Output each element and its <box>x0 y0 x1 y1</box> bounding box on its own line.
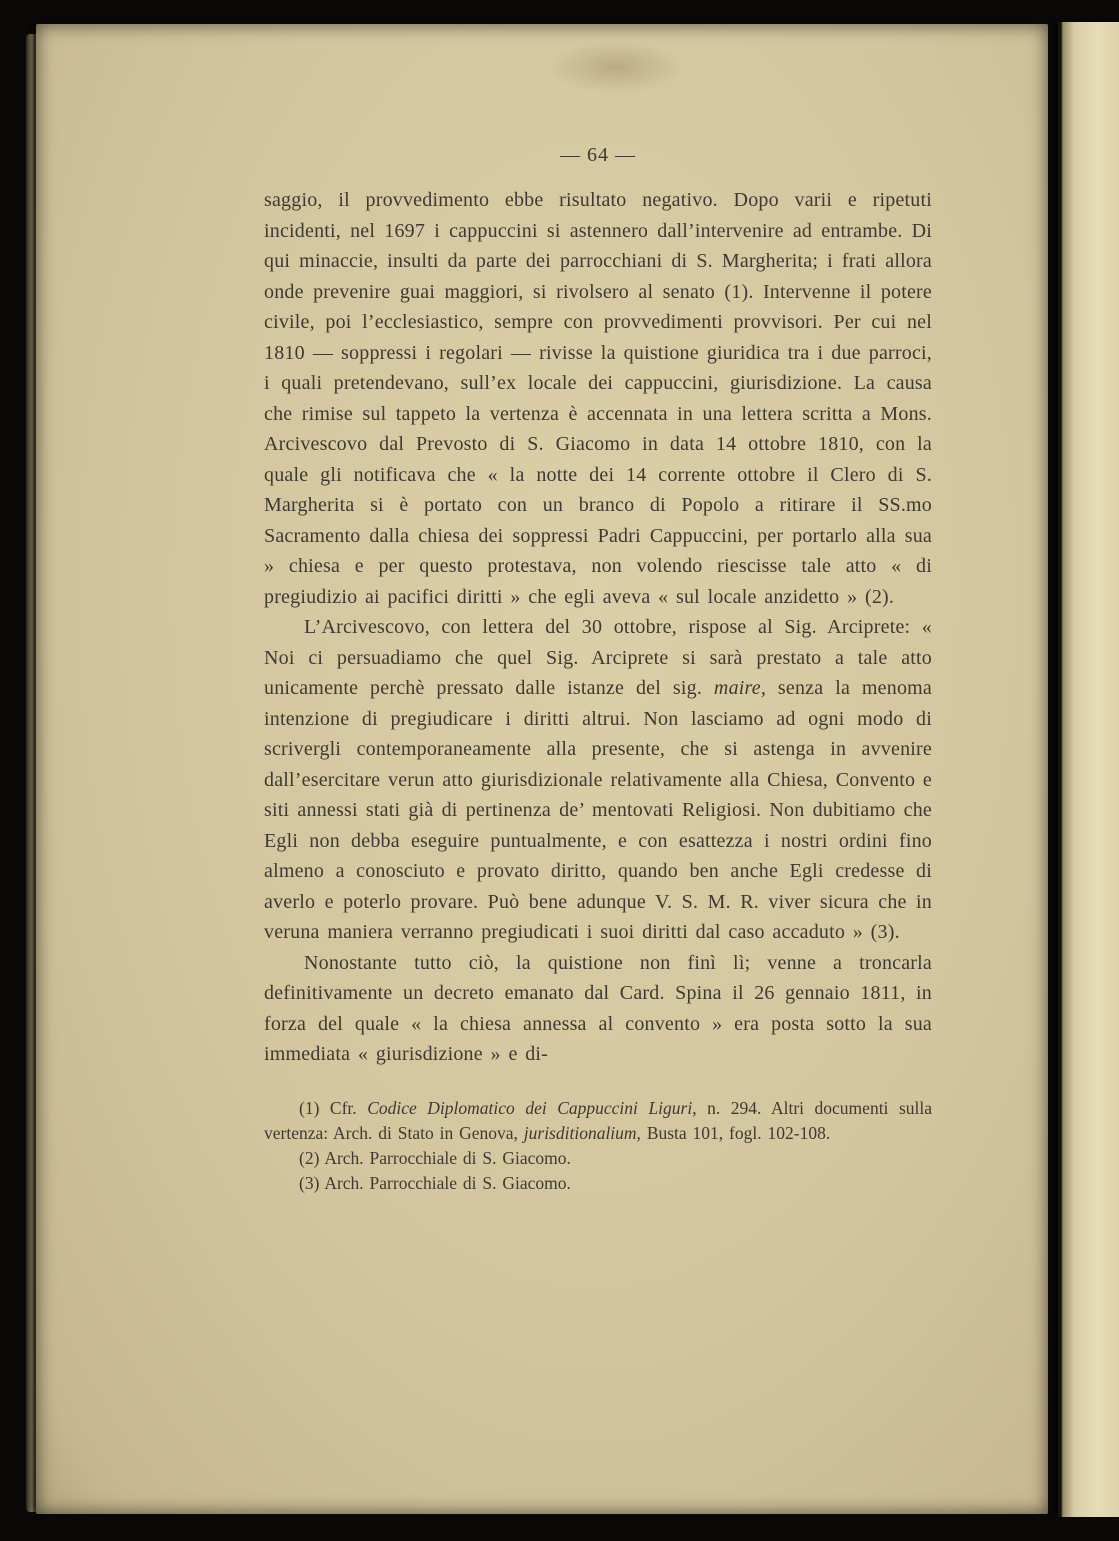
body-paragraph-1 <box>264 185 932 612</box>
body-paragraph-2 <box>264 612 932 948</box>
footnote-text: (1) Cfr. <box>299 1097 368 1118</box>
book-page <box>36 24 1048 1514</box>
italic-term: jurisditionalium, <box>523 1122 641 1143</box>
body-paragraph-3 <box>264 948 932 1070</box>
footnote-text: , n. 294. Altri documenti sulla vertenza: Arch. di Stato in Genova, <box>264 1097 932 1143</box>
footnote-3: (3) Arch. Parrocchiale di S. Giacomo. <box>299 1172 571 1193</box>
italic-title: Codice Diplomatico dei Cappuccini Liguri <box>367 1097 693 1118</box>
footnote-2: (2) Arch. Parrocchiale di S. Giacomo. <box>299 1147 571 1168</box>
next-page-edge <box>1058 22 1119 1517</box>
footnote-text: Busta 101, fogl. 102-108. <box>640 1122 831 1143</box>
page-content <box>264 144 932 1196</box>
paper-stain <box>526 32 706 102</box>
paragraph-text: , senza la menoma intenzione di pregiudicare i diritti altrui. Non lasciamo ad ogni modo di scrivergli contemporaneamente alla presente, che si astenga in avvenire dall’esercitare verun atto giurisdizionale relativamente alla Chiesa, Convento e siti annessi stati già di pertinenza de’ mentovati Religiosi. Non dubitiamo che Egli non debba eseguire puntualmente, e con esattezza i nostri ordini fino almeno a conosciuto e provato diritto, quando ben anche Egli credesse di averlo e poterlo provare. Può bene adunque V. S. M. R. viver sicura che in veruna maniera verranno pregiudicati i suoi diritti dal caso accaduto » (3). <box>264 677 932 943</box>
page-number: — 64 — <box>560 144 636 166</box>
paragraph-text: saggio, il provvedimento ebbe risultato negativo. Dopo varii e ripetuti incidenti, nel 1697 i cappuccini si astennero dall’intervenire ad entrambe. Di qui minaccie, insulti da parte dei parrocchiani di S. Margherita; i frati allora onde prevenire guai maggiori, si rivolsero al senato (1). Intervenne il potere civile, poi l’ecclesiastico, sempre con provvedimenti provvisori. Per cui nel 1810 — soppressi i regolari — rivisse la quistione giuridica tra i due parroci, i quali pretendevano, sull’ex locale dei cappuccini, giurisdizione. La causa che rimise sul tappeto la vertenza è accennata in una lettera scritta a Mons. Arcivescovo dal Prevosto di S. Giacomo in data 14 ottobre 1810, con la quale gli notificava che « la notte dei 14 corrente ottobre il Clero di S. Margherita si è portato con un branco di Popolo a ritirare il SS.mo Sacramento dalla chiesa dei soppressi Padri Cappuccini, per portarlo alla sua » chiesa e per questo protestava, non volendo riescisse tale atto « di pregiudizio ai pacifici diritti » che egli aveva « sul locale anzidetto » (2). <box>264 189 932 608</box>
paragraph-text: L’Arcivescovo, con lettera del 30 ottobre, rispose al Sig. Arciprete: « Noi ci persuadiamo che quel Sig. Arciprete si sarà prestato a tale atto unicamente perchè pressato dalle istanze del sig. <box>264 616 932 699</box>
footnote-1 <box>264 1096 932 1146</box>
paragraph-text: Nonostante tutto ciò, la quistione non finì lì; venne a troncarla definitivamente un decreto emanato dal Card. Spina il 26 gennaio 1811, in forza del quale « la chiesa annessa al convento » era posta sotto la sua immediata « giurisdizione » e di- <box>264 951 932 1065</box>
italic-term: maire <box>713 677 761 699</box>
footnotes-section <box>264 1096 932 1196</box>
